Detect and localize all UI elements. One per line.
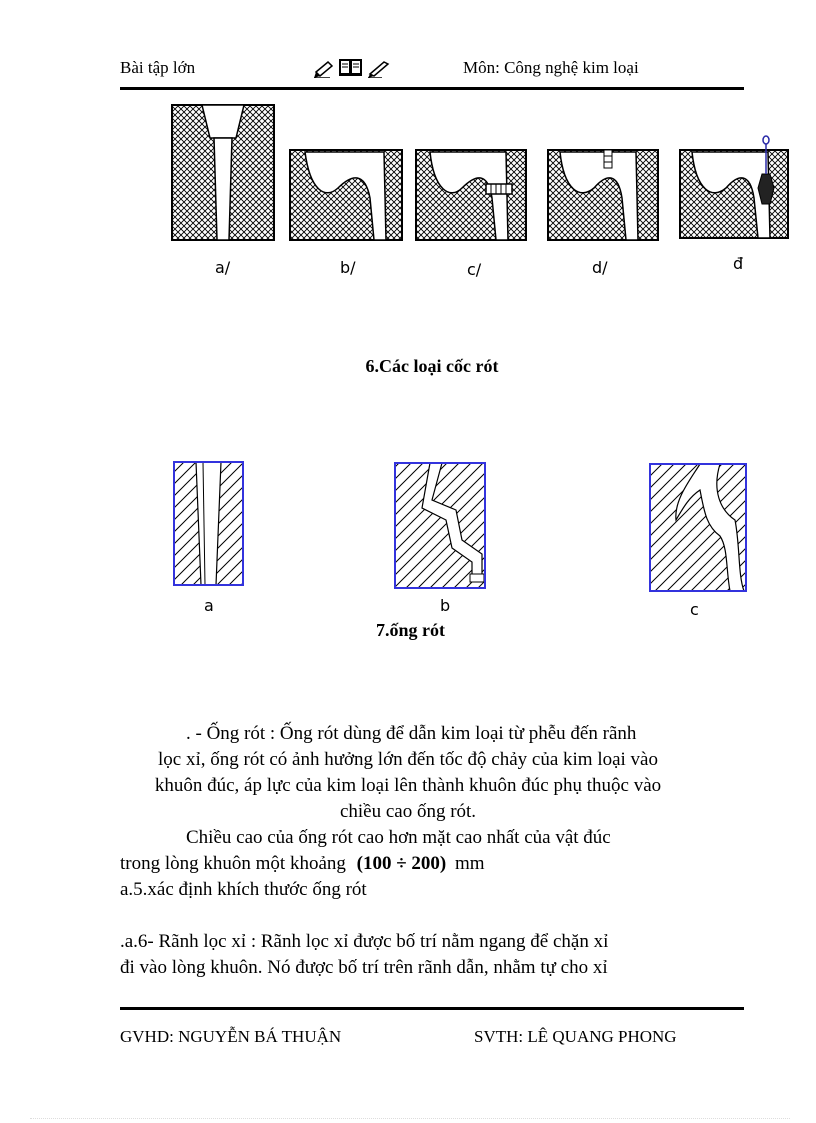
figure6-label-a: a/: [215, 258, 231, 277]
cup-d: [548, 150, 658, 240]
figure6-label-c: c/: [467, 260, 482, 279]
figure6-label-dd: đ: [733, 254, 744, 273]
body-p1-line2: lọc xỉ, ống rót có ảnh hưởng lớn đến tốc độ chảy của kim loại vào: [158, 749, 658, 770]
cup-c: [416, 150, 526, 240]
footer-left: GVHD: NGUYỄN BÁ THUẬN: [120, 1027, 342, 1046]
cup-a: [172, 105, 274, 240]
sprue-c: [650, 464, 746, 591]
unit: mm: [454, 853, 485, 874]
body-p3-line1: .a.6- Rãnh lọc xỉ : Rãnh lọc xỉ được bố trí nằm ngang để chặn xỉ: [120, 931, 609, 952]
footer-rule: [120, 1007, 744, 1010]
body-p2-text: trong lòng khuôn một khoảng: [120, 853, 346, 874]
heading-a5: a.5.xác định khích thước ống rót: [120, 879, 367, 900]
page-edge: [30, 1118, 790, 1119]
header-left: Bài tập lớn: [120, 58, 196, 77]
header-rule: [120, 87, 744, 90]
body-p2-line1: Chiều cao của ống rót cao hơn mặt cao nhất của vật đúc: [186, 827, 611, 848]
header-right: Môn: Công nghệ kim loại: [463, 58, 639, 77]
body-p1-line1: . - Ống rót : Ống rót dùng để dẫn kim loại từ phễu đến rãnh: [186, 723, 637, 744]
cup-b: [290, 150, 402, 240]
figure7-caption: 7.ống rót: [376, 620, 445, 640]
sprue-b: [395, 463, 485, 588]
sprue-a: [174, 462, 243, 585]
figure6-caption: 6.Các loại cốc rót: [365, 356, 499, 376]
formula: (100 ÷ 200): [356, 853, 447, 874]
figure6-label-b: b/: [340, 258, 356, 277]
body-p3-line2: đi vào lòng khuôn. Nó được bố trí trên rãnh dẫn, nhằm tự cho xỉ: [120, 957, 608, 978]
figure6-label-d: d/: [592, 258, 608, 277]
footer-right: SVTH: LÊ QUANG PHONG: [474, 1027, 677, 1046]
figure7-label-c: c: [690, 600, 699, 619]
body-p1-line4: chiều cao ống rót.: [339, 801, 477, 822]
body-p1-line3: khuôn đúc, áp lực của kim loại lên thành khuôn đúc phụ thuộc vào: [154, 775, 662, 796]
figure7-diagram: [160, 450, 760, 610]
header-ornament-icon: [312, 56, 392, 83]
figure7-label-b: b: [440, 596, 451, 615]
cup-dd: [680, 136, 788, 238]
body-p2-line2: [120, 851, 485, 877]
figure7-label-a: a: [204, 596, 214, 615]
